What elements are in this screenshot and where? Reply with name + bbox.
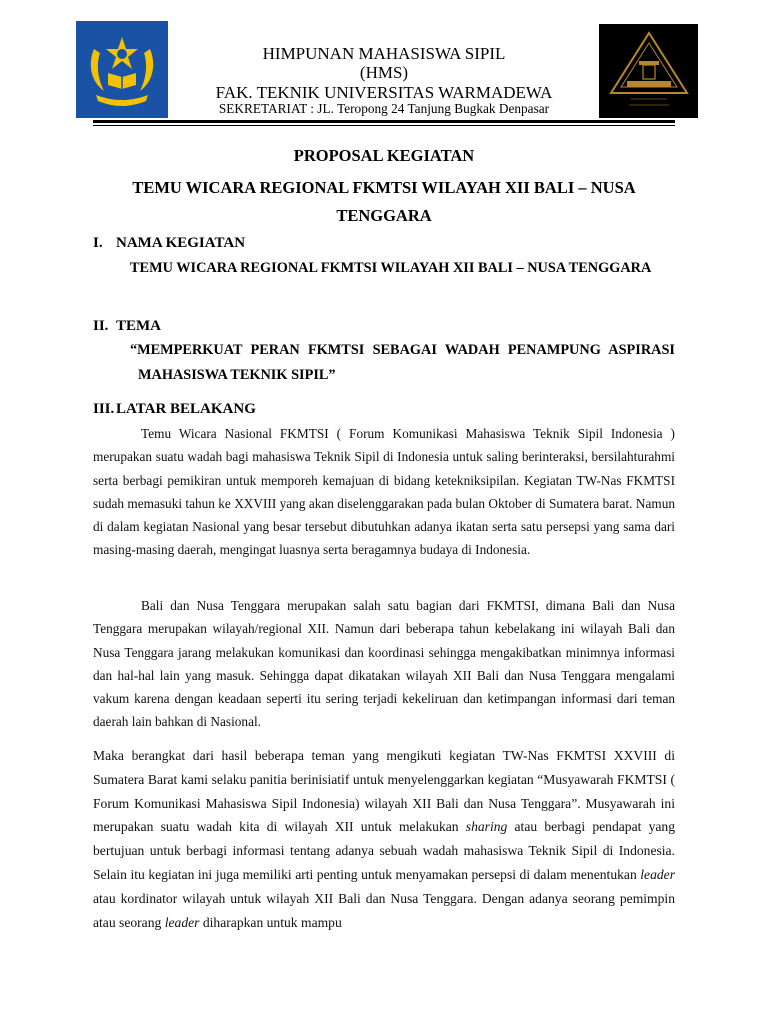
section-heading-latar-belakang (93, 399, 675, 419)
section-heading-tema (93, 316, 675, 336)
background-paragraph-1: Temu Wicara Nasional FKMTSI ( Forum Komunikasi Mahasiswa Teknik Sipil Indonesia ) merupakan suatu wadah bagi mahasiswa Teknik Sipil di Indonesia untuk saling berinteraksi, bersilahturahmi serta berbagi pemikiran untuk memporeh kemajuan di bidang ketekniksipilan. Kegiatan TW-Nas FKMTSI sudah memasuki tahun ke XXVIII yang akan diselenggarakan pada bulan Oktober di Sumatera barat. Namun di dalam kegiatan Nasional yang besar tersebut dibutuhkan adanya ikatan serta satu persepsi yang sama dari masing-masing daerah, mengingat luasnya serta beragamnya budaya di Indonesia. (93, 426, 675, 558)
section-heading-nama-kegiatan (93, 233, 675, 253)
paragraph-text: atau berbagi pendapat yang bertujuan untuk berbagi informasi tentang adanya sebuah wadah mahasiswa Teknik Sipil di Indonesia. Selain itu kegiatan ini juga memiliki arti penting untuk menyamakan persepsi di dalam menentukan (93, 819, 675, 882)
emphasis-leader: leader (164, 914, 200, 930)
background-paragraph-3 (93, 744, 675, 934)
emblem-icon (82, 27, 162, 113)
background-paragraph-2: Bali dan Nusa Tenggara merupakan salah satu bagian dari FKMTSI, dimana Bali dan Nusa Tenggara merupakan wilayah/regional XII. Namun dari beberapa tahun kebelakang ini wilayah Bali dan Nusa Tenggara jarang melakukan komunikasi dan koordinasi sehingga mengakibatkan minimnya informasi dan hal-hal lain yang masuk. Sehingga dapat dikatakan wilayah XII Bali dan Nusa Tenggara mengalami vakum karena dengan keadaan seperti itu sering terjadi kekeliruan dan ketimpangan informasi dari teman daerah lain bahkan di Nasional. (93, 598, 675, 730)
section-title: TEMA (116, 318, 161, 334)
section-number: I. (93, 235, 103, 251)
theme-line-2: MAHASISWA TEKNIK SIPIL” (138, 367, 336, 383)
emphasis-leader: leader (640, 866, 675, 882)
section-number: II. (93, 318, 109, 334)
document-subtitle: TEMU WICARA REGIONAL FKMTSI WILAYAH XII BALI – NUSA TENGGARA (132, 178, 636, 225)
faculty-name: FAK. TEKNIK UNIVERSITAS WARMADEWA (215, 83, 553, 102)
section-title: LATAR BELAKANG (116, 401, 256, 417)
event-name: TEMU WICARA REGIONAL FKMTSI WILAYAH XII BALI – NUSA TENGGARA (130, 260, 652, 276)
university-logo (76, 21, 168, 118)
document-title: PROPOSAL KEGIATAN (293, 146, 475, 165)
letterhead-divider-thick (93, 120, 675, 123)
theme-line-1: “MEMPERKUAT PERAN FKMTSI SEBAGAI WADAH PENAMPUNG ASPIRASI (130, 342, 675, 358)
hms-logo (599, 24, 698, 118)
org-abbreviation: (HMS) (359, 63, 409, 82)
org-name: HIMPUNAN MAHASISWA SIPIL (262, 44, 506, 63)
paragraph-text: diharapkan untuk mampu (199, 914, 342, 930)
emphasis-sharing: sharing (465, 819, 508, 835)
paragraph-text: atau kordinator wilayah untuk wilayah XII Bali dan Nusa Tenggara. Dengan adanya seorang pemimpin atau seorang (93, 890, 675, 930)
triangle-emblem-icon (603, 27, 695, 115)
section-title: NAMA KEGIATAN (116, 235, 246, 251)
section-number: III. (93, 401, 115, 417)
paragraph-text: Maka berangkat dari hasil beberapa teman yang mengikuti kegiatan TW-Nas FKMTSI XXVIII di Sumatera Barat kami selaku panitia berinisiatif untuk menyelenggarkan kegiatan “Musyawarah FKMTSI ( Forum Komunikasi Mahasiswa Sipil Indonesia) wilayah XII Bali dan Nusa Tenggara”. Musyawarah ini merupakan suatu wadah kita di wilayah XII untuk melakukan (93, 748, 675, 835)
letterhead-divider-thin (93, 125, 675, 126)
secretariat-address: SEKRETARIAT : JL. Teropong 24 Tanjung Bugkak Denpasar (218, 101, 550, 116)
